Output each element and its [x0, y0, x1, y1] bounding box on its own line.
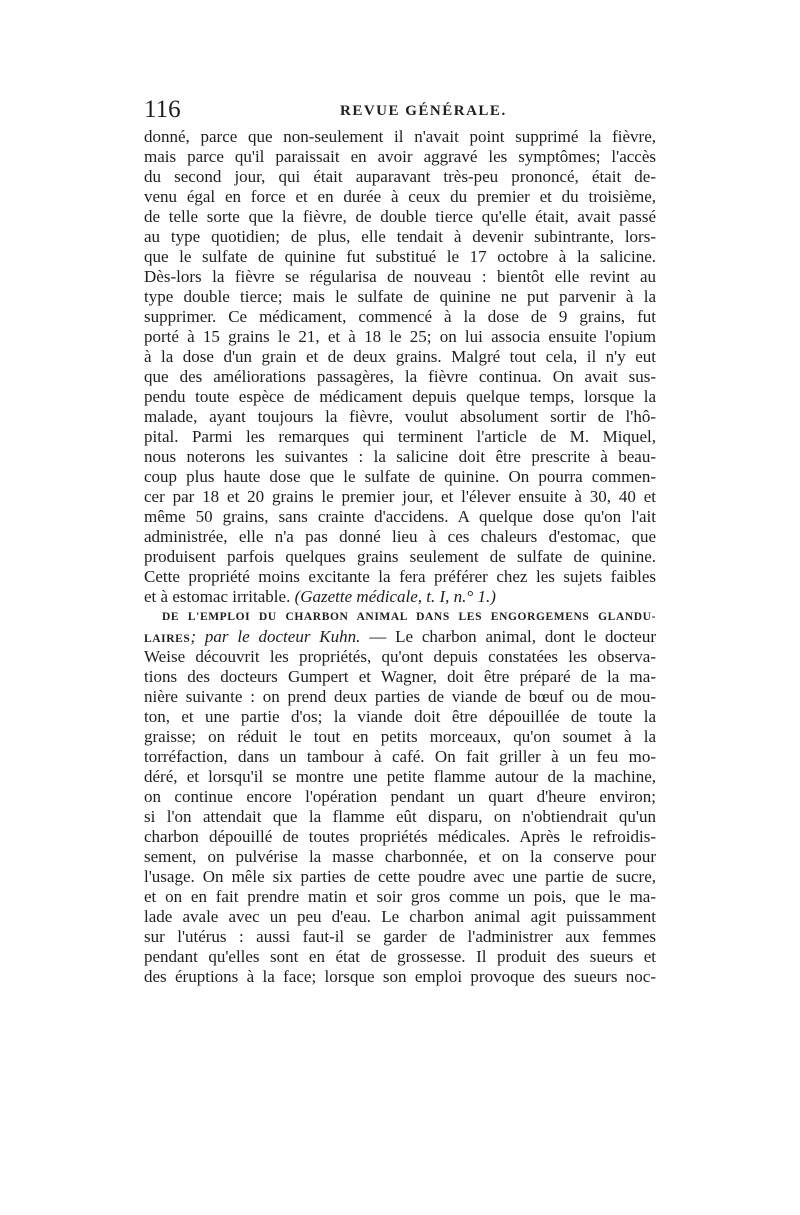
text-line: Cette propriété moins excitante la fera préférer chez les sujets faibles: [144, 567, 656, 586]
text-line: charbon dépouillé de toutes propriétés médicales. Après le refroidis-: [144, 827, 656, 846]
text-line: des éruptions à la face; lorsque son emploi provoque des sueurs noc-: [144, 967, 656, 986]
text-line: si l'on attendait que la flamme eût disparu, on n'obtiendrait qu'un: [144, 807, 656, 826]
text-line: sur l'utérus : aussi faut-il se garder de l'administrer aux femmes: [144, 927, 656, 946]
article-kuhn-charbon: [144, 607, 656, 987]
text-line: nière suivante : on prend deux parties de viande de bœuf ou de mou-: [144, 687, 656, 706]
text-line: sement, on pulvérise la masse charbonnée, et on la conserve pour: [144, 847, 656, 866]
text-line-with-citation: [144, 587, 656, 607]
text-line: torréfaction, dans un tambour à café. On fait griller à un feu mo-: [144, 747, 656, 766]
text-line: supprimer. Ce médicament, commencé à la dose de 9 grains, fut: [144, 307, 656, 326]
page-number: 116: [144, 96, 181, 123]
text-line: de telle sorte que la fièvre, de double tierce qu'elle était, avait passé: [144, 207, 656, 226]
text-line: produisent parfois quelques grains seulement de sulfate de quinine.: [144, 547, 656, 566]
text-line: même 50 grains, sans crainte d'accidens. A quelque dose qu'on l'ait: [144, 507, 656, 526]
citation: (Gazette médicale, t. I, n.° 1.): [294, 587, 496, 606]
article-miquel-salicine: [144, 127, 656, 607]
text-line: à la dose d'un grain et de deux grains. Malgré tout cela, il n'y eut: [144, 347, 656, 366]
text-line: coup plus haute dose que le sulfate de quinine. On pourra commen-: [144, 467, 656, 486]
text-line: ton, et une partie d'os; la viande doit être dépouillée de toute la: [144, 707, 656, 726]
text-line: du second jour, qui était auparavant très-peu prononcé, était de-: [144, 167, 656, 186]
text-line: mais parce qu'il paraissait en avoir aggravé les symptômes; l'accès: [144, 147, 656, 166]
text-line: cer par 18 et 20 grains le premier jour, et l'élever ensuite à 30, 40 et: [144, 487, 656, 506]
article-first-text: — Le charbon animal, dont le docteur: [360, 627, 656, 646]
text-line: graisse; on réduit le tout en petits morceaux, qu'on soumet à la: [144, 727, 656, 746]
text-line: type double tierce; mais le sulfate de quinine ne put parvenir à la: [144, 287, 656, 306]
text-line: l'usage. On mêle six parties de cette poudre avec une partie de sucre,: [144, 867, 656, 886]
journal-title: REVUE GÉNÉRALE.: [340, 103, 507, 119]
text-block: [144, 127, 656, 987]
text-line: tions des docteurs Gumpert et Wagner, doit être préparé de la ma-: [144, 667, 656, 686]
text-line: que le sulfate de quinine fut substitué le 17 octobre à la salicine.: [144, 247, 656, 266]
text-line: administrée, elle n'a pas donné lieu à ces chaleurs d'estomac, que: [144, 527, 656, 546]
text-line: on continue encore l'opération pendant un quart d'heure environ;: [144, 787, 656, 806]
text-line: donné, parce que non-seulement il n'avait point supprimé la fièvre,: [144, 127, 656, 146]
text-line: venu égal en force et en durée à ceux du premier et du troisième,: [144, 187, 656, 206]
text-line: lade avale avec un peu d'eau. Le charbon animal agit puissamment: [144, 907, 656, 926]
text-line: que des améliorations passagères, la fièvre continua. On avait sus-: [144, 367, 656, 386]
text-line: pendu toute espèce de médicament depuis quelque temps, lorsque la: [144, 387, 656, 406]
text-line: Weise découvrit les propriétés, qu'ont depuis constatées les observa-: [144, 647, 656, 666]
last-line-text: et à estomac irritable.: [144, 587, 291, 606]
text-line: Dès-lors la fièvre se régularisa de nouveau : bientôt elle revint au: [144, 267, 656, 286]
text-line: et on en fait prendre matin et soir gros comme un pois, que le ma-: [144, 887, 656, 906]
text-line: porté à 15 grains le 21, et à 18 le 25; on lui associa ensuite l'opium: [144, 327, 656, 346]
text-line: malade, ayant toujours la fièvre, voulut absolument sortir de l'hô-: [144, 407, 656, 426]
article-heading-end: LAIRES: [144, 633, 191, 645]
running-head: [144, 96, 656, 128]
article-byline: ; par le docteur Kuhn.: [190, 627, 361, 646]
article-heading: DE L'EMPLOI DU CHARBON ANIMAL DANS LES ENGORGEMENS GLANDU-: [162, 611, 656, 623]
text-line: au type quotidien; de plus, elle tendait à devenir subintrante, lors-: [144, 227, 656, 246]
text-line: pital. Parmi les remarques qui terminent l'article de M. Miquel,: [144, 427, 656, 446]
text-line: déré, et lorsqu'il se montre une petite flamme autour de la machine,: [144, 767, 656, 786]
heading-continuation-line: [144, 627, 656, 647]
text-line: pendant qu'elles sont en état de grossesse. Il produit des sueurs et: [144, 947, 656, 966]
text-line: nous noterons les suivantes : la salicine doit être prescrite à beau-: [144, 447, 656, 466]
